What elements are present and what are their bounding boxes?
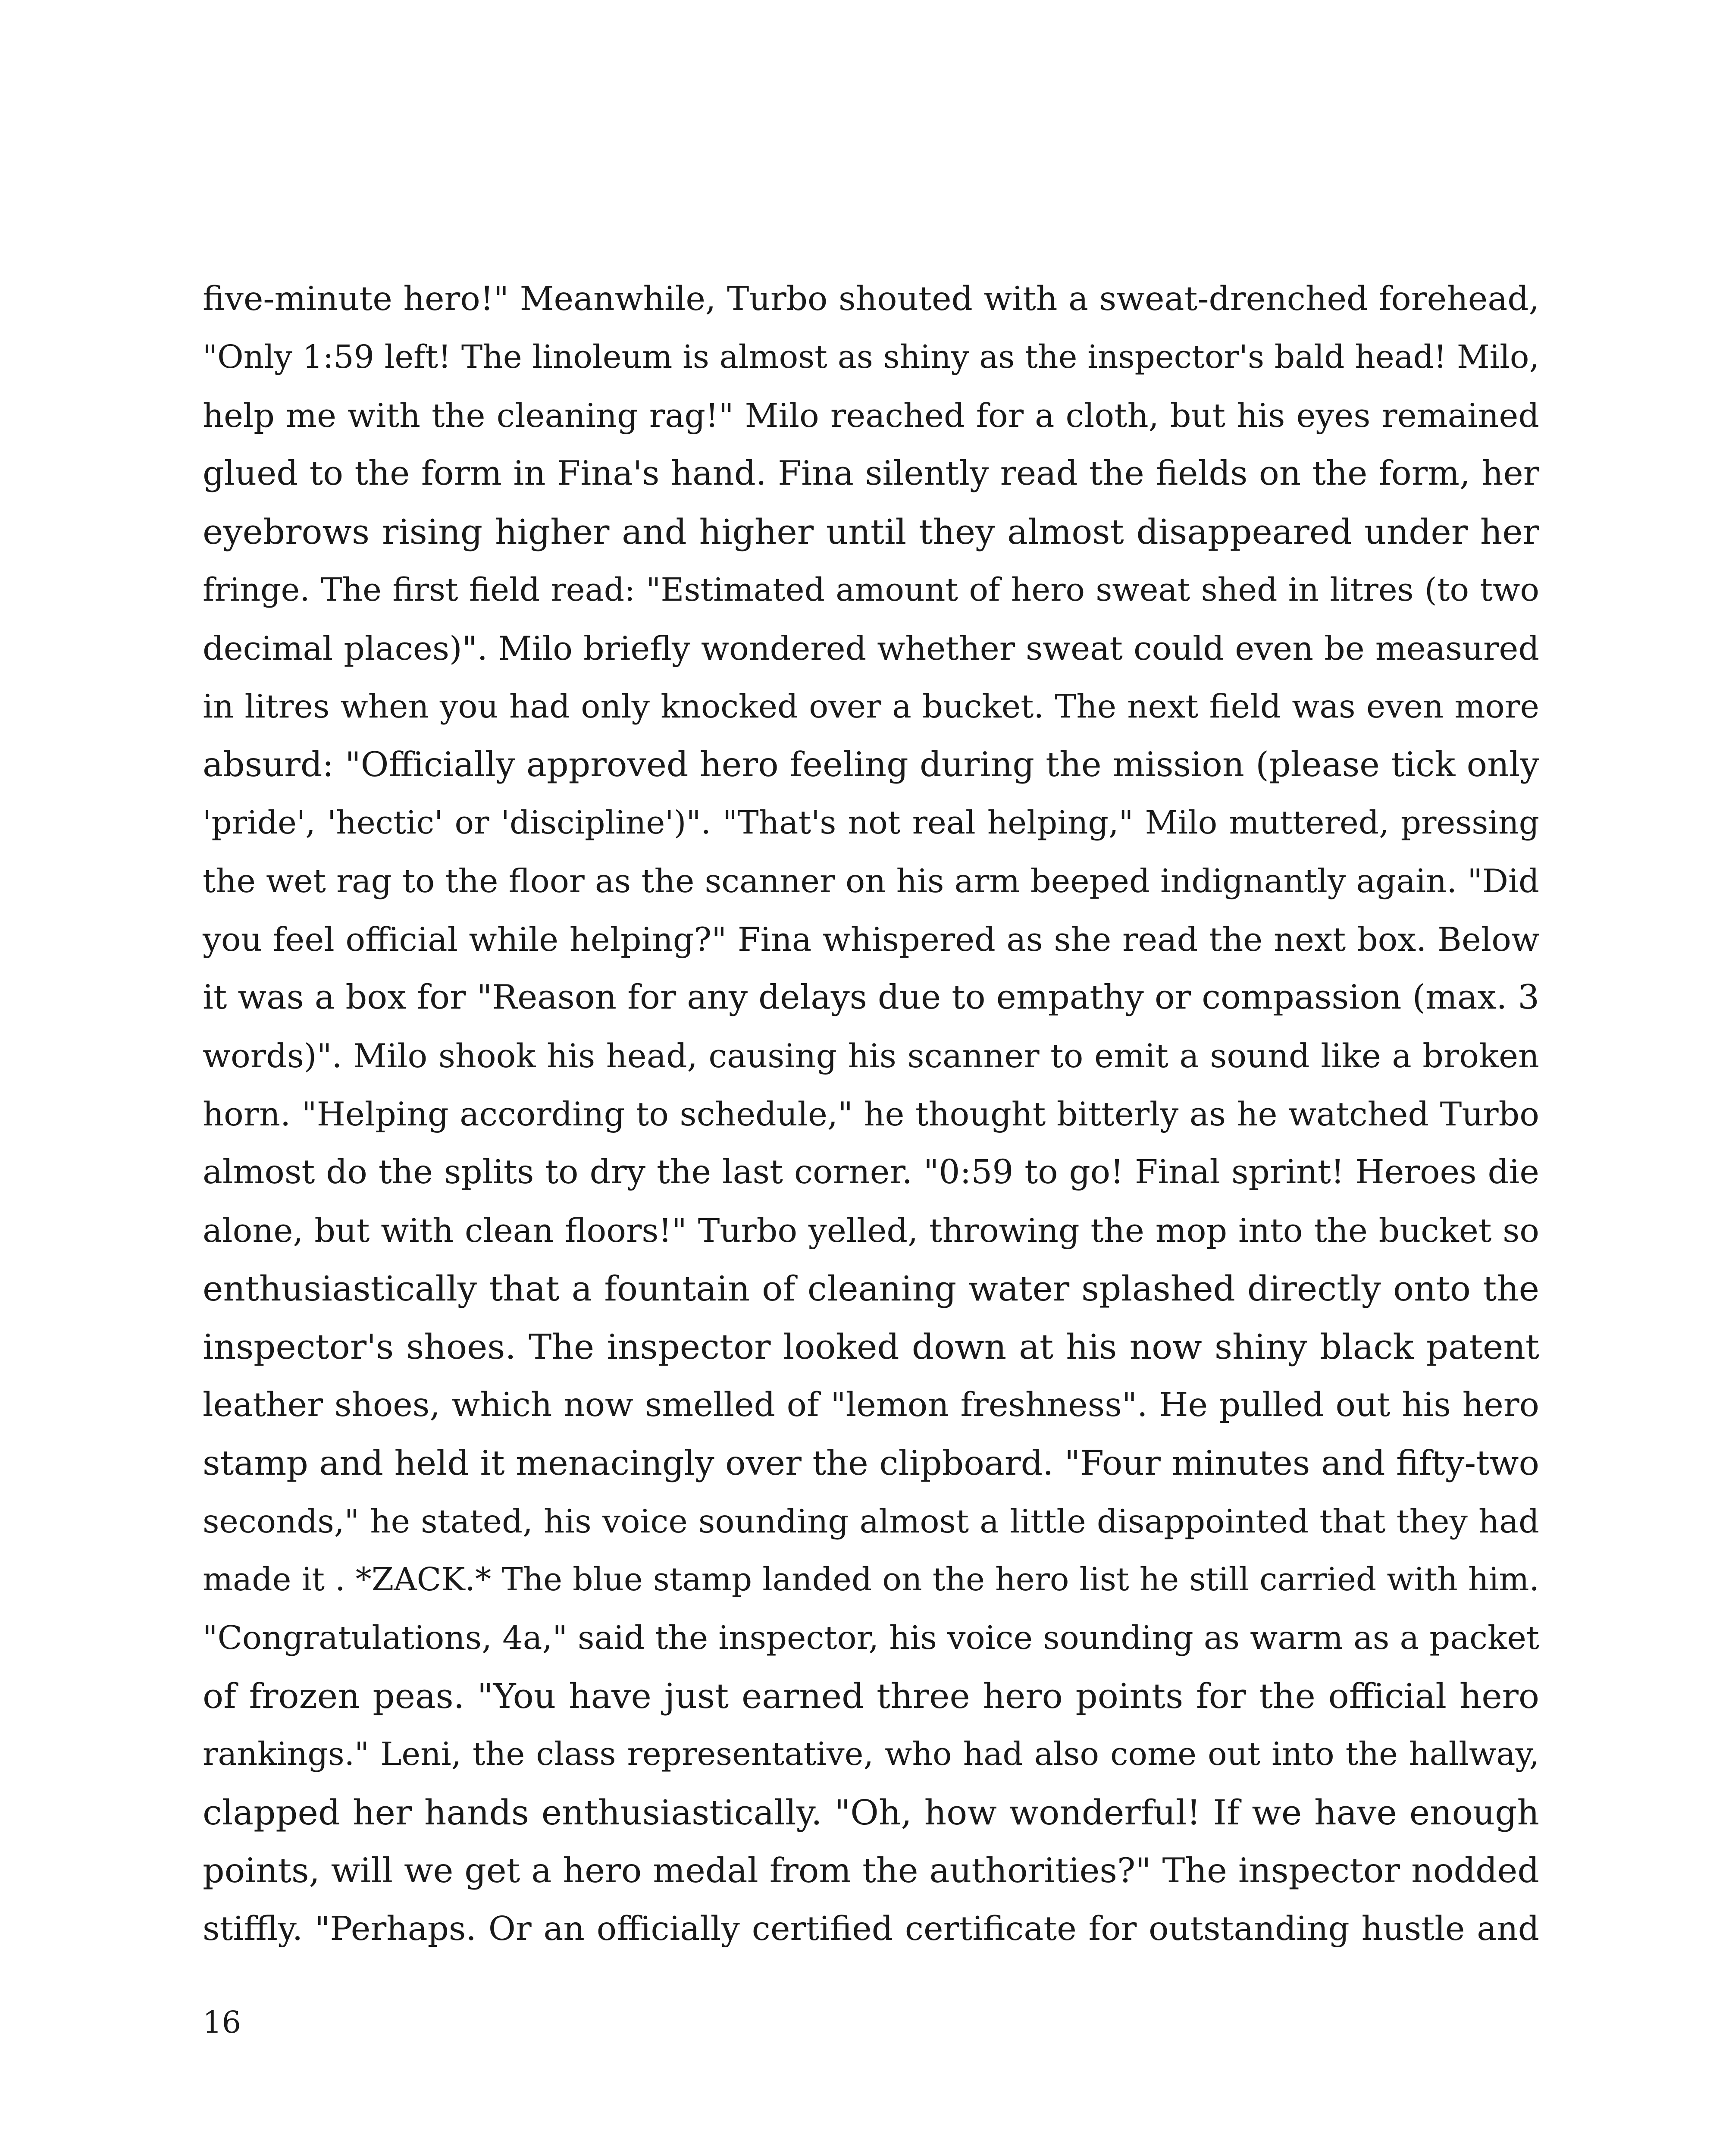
text-line: almost do the splits to dry the last corner. "0:59 to go! Final sprint! Heroes die <box>203 1153 1539 1191</box>
text-line: horn. "Helping according to schedule," he thought bitterly as he watched Turbo <box>203 1095 1539 1133</box>
text-line: glued to the form in Fina's hand. Fina silently read the fields on the form, her <box>203 454 1539 493</box>
text-line: of frozen peas. "You have just earned three hero points for the official hero <box>203 1676 1539 1716</box>
text-line: "Congratulations, 4a," said the inspector, his voice sounding as warm as a packet <box>203 1619 1539 1657</box>
text-line: stiffly. "Perhaps. Or an officially certified certificate for outstanding hustle and <box>203 1910 1539 1948</box>
text-line: rankings." Leni, the class representative, who had also come out into the hallway, <box>203 1736 1539 1773</box>
text-line: eyebrows rising higher and higher until they almost disappeared under her <box>203 512 1539 552</box>
text-line: it was a box for "Reason for any delays due to empathy or compassion (max. 3 <box>203 978 1539 1017</box>
text-line: five-minute hero!" Meanwhile, Turbo shouted with a sweat-drenched forehead, <box>203 280 1539 318</box>
text-line: in litres when you had only knocked over a bucket. The next field was even more <box>203 687 1539 725</box>
text-line: 'pride', 'hectic' or 'discipline')". "That's not real helping," Milo muttered, pressing <box>203 804 1539 841</box>
text-line: points, will we get a hero medal from the authorities?" The inspector nodded <box>203 1851 1539 1890</box>
text-line: "Only 1:59 left! The linoleum is almost as shiny as the inspector's bald head! Milo, <box>203 338 1539 376</box>
text-line: decimal places)". Milo briefly wondered whether sweat could even be measured <box>203 629 1539 667</box>
text-line: clapped her hands enthusiastically. "Oh, how wonderful! If we have enough <box>203 1792 1539 1833</box>
text-line: leather shoes, which now smelled of "lemon freshness". He pulled out his hero <box>203 1386 1539 1424</box>
body-text <box>203 270 1539 1958</box>
text-line: stamp and held it menacingly over the clipboard. "Four minutes and fifty-two <box>203 1443 1539 1483</box>
page-number: 16 <box>203 2005 241 2040</box>
text-line: fringe. The first field read: "Estimated amount of hero sweat shed in litres (to two <box>203 571 1539 608</box>
text-line: help me with the cleaning rag!" Milo reached for a cloth, but his eyes remained <box>203 396 1539 435</box>
text-line: you feel official while helping?" Fina whispered as she read the next box. Below <box>203 920 1539 959</box>
text-line: made it . *ZACK.* The blue stamp landed on the hero list he still carried with him. <box>203 1561 1539 1598</box>
text-line: inspector's shoes. The inspector looked down at his now shiny black patent <box>203 1327 1539 1367</box>
text-line: seconds," he stated, his voice sounding almost a little disappointed that they had <box>203 1502 1539 1540</box>
text-line: alone, but with clean floors!" Turbo yelled, throwing the mop into the bucket so <box>203 1211 1539 1250</box>
text-line: absurd: "Officially approved hero feeling during the mission (please tick only <box>203 745 1539 784</box>
text-line: words)". Milo shook his head, causing his scanner to emit a sound like a broken <box>203 1037 1539 1075</box>
text-line: enthusiastically that a fountain of cleaning water splashed directly onto the <box>203 1269 1539 1309</box>
text-line: the wet rag to the floor as the scanner on his arm beeped indignantly again. "Did <box>203 862 1539 900</box>
